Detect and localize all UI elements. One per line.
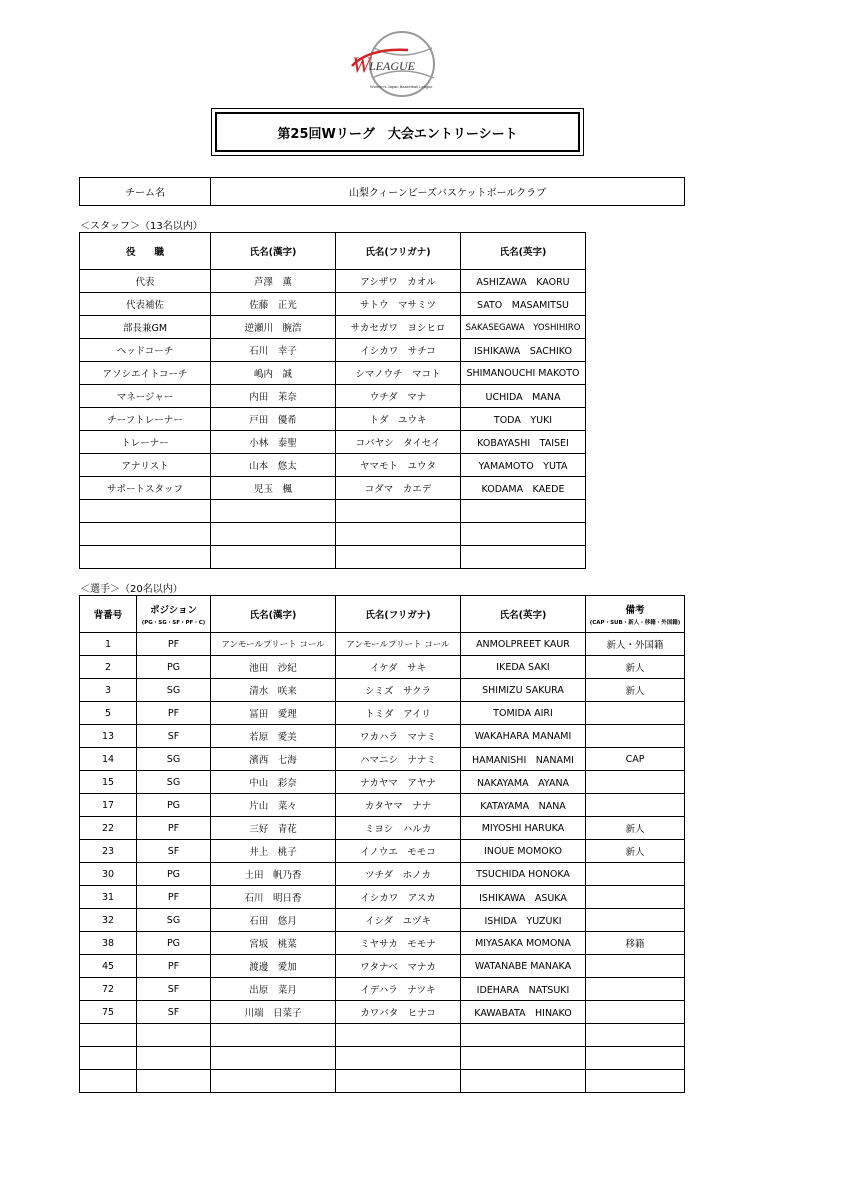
- player-number: 38: [80, 932, 137, 955]
- staff-name-kana: コバヤシ タイセイ: [336, 431, 461, 454]
- player-row: [80, 932, 685, 955]
- staff-name-kanji: 小林 泰聖: [211, 431, 336, 454]
- player-name-en: MIYASAKA MOMONA: [461, 932, 586, 955]
- player-remarks: [586, 909, 685, 932]
- player-remarks: 新人: [586, 656, 685, 679]
- player-header-number: 背番号: [80, 596, 137, 633]
- player-position: SF: [137, 840, 211, 863]
- player-remarks: [586, 725, 685, 748]
- player-name-en: ISHIKAWA ASUKA: [461, 886, 586, 909]
- player-section-label: ＜選手＞（20名以内）: [80, 584, 183, 595]
- player-remarks: CAP: [586, 748, 685, 771]
- staff-name-kanji: [211, 500, 336, 523]
- player-name-kanji: 濱西 七海: [211, 748, 336, 771]
- player-name-kana: アンモールプリート コール: [336, 633, 461, 656]
- player-number: 22: [80, 817, 137, 840]
- player-header-position-label: ポジション: [149, 605, 198, 616]
- staff-name-kana: アシザワ カオル: [336, 270, 461, 293]
- player-name-kanji: 石田 悠月: [211, 909, 336, 932]
- player-name-kana: イノウエ モモコ: [336, 840, 461, 863]
- player-name-kanji: 土田 帆乃香: [211, 863, 336, 886]
- player-position: SG: [137, 771, 211, 794]
- staff-name-kana: [336, 523, 461, 546]
- staff-name-kana: ヤマモト ユウタ: [336, 454, 461, 477]
- player-number: 75: [80, 1001, 137, 1024]
- player-remarks: [586, 794, 685, 817]
- player-name-kana: シミズ サクラ: [336, 679, 461, 702]
- staff-role: マネージャー: [80, 385, 211, 408]
- staff-name-kanji: 佐藤 正光: [211, 293, 336, 316]
- player-name-en: ISHIDA YUZUKI: [461, 909, 586, 932]
- player-row: [80, 840, 685, 863]
- player-number: 5: [80, 702, 137, 725]
- player-name-en: IDEHARA NATSUKI: [461, 978, 586, 1001]
- player-name-kana: ミヨシ ハルカ: [336, 817, 461, 840]
- player-name-kanji: [211, 1070, 336, 1093]
- player-row: [80, 633, 685, 656]
- staff-role: チーフトレーナー: [80, 408, 211, 431]
- player-name-en: [461, 1047, 586, 1070]
- player-name-kana: ツチダ ホノカ: [336, 863, 461, 886]
- player-row: [80, 794, 685, 817]
- staff-name-kanji: 嶋内 誠: [211, 362, 336, 385]
- staff-row: [80, 431, 586, 454]
- player-name-kanji: アンモールプリート コール: [211, 633, 336, 656]
- player-name-en: TOMIDA AIRI: [461, 702, 586, 725]
- player-position: [137, 1070, 211, 1093]
- staff-header-name-kana: 氏名(フリガナ): [336, 233, 461, 270]
- staff-role: 代表: [80, 270, 211, 293]
- player-name-kanji: [211, 1024, 336, 1047]
- staff-header-name-en: 氏名(英字): [461, 233, 586, 270]
- player-number: 15: [80, 771, 137, 794]
- player-remarks: [586, 1047, 685, 1070]
- player-name-kanji: 中山 彩奈: [211, 771, 336, 794]
- staff-role: [80, 500, 211, 523]
- player-name-en: TSUCHIDA HONOKA: [461, 863, 586, 886]
- player-number: 2: [80, 656, 137, 679]
- staff-name-kana: [336, 546, 461, 569]
- player-name-kana: イシダ ユヅキ: [336, 909, 461, 932]
- player-number: [80, 1070, 137, 1093]
- player-name-en: NAKAYAMA AYANA: [461, 771, 586, 794]
- player-position: SF: [137, 1001, 211, 1024]
- player-position: PF: [137, 817, 211, 840]
- page-title: 第25回Wリーグ 大会エントリーシート: [215, 112, 580, 152]
- player-name-en: WAKAHARA MANAMI: [461, 725, 586, 748]
- team-label: チーム名: [80, 178, 211, 206]
- player-name-kanji: 片山 菜々: [211, 794, 336, 817]
- player-row: [80, 978, 685, 1001]
- staff-name-kanji: 児玉 楓: [211, 477, 336, 500]
- player-name-kanji: 清水 咲来: [211, 679, 336, 702]
- wleague-logo-graphic: [348, 28, 440, 100]
- staff-name-kanji: 内田 茉奈: [211, 385, 336, 408]
- staff-name-en: ISHIKAWA SACHIKO: [461, 339, 586, 362]
- player-number: 14: [80, 748, 137, 771]
- staff-header-name-kanji: 氏名(漢字): [211, 233, 336, 270]
- staff-role: ヘッドコーチ: [80, 339, 211, 362]
- player-remarks: 新人: [586, 679, 685, 702]
- title-box: [211, 108, 584, 156]
- staff-name-kana: イシカワ サチコ: [336, 339, 461, 362]
- player-name-en: IKEDA SAKI: [461, 656, 586, 679]
- logo-initial: W: [352, 52, 371, 77]
- player-name-en: [461, 1024, 586, 1047]
- player-name-en: SHIMIZU SAKURA: [461, 679, 586, 702]
- player-position: SG: [137, 679, 211, 702]
- player-row: [80, 679, 685, 702]
- staff-row: [80, 523, 586, 546]
- staff-name-kana: トダ ユウキ: [336, 408, 461, 431]
- player-name-kanji: 宮坂 桃菜: [211, 932, 336, 955]
- player-header-name-kanji: 氏名(漢字): [211, 596, 336, 633]
- player-name-kanji: 渡邊 愛加: [211, 955, 336, 978]
- staff-name-kanji: [211, 523, 336, 546]
- player-remarks: 新人・外国籍: [586, 633, 685, 656]
- staff-role: サポートスタッフ: [80, 477, 211, 500]
- player-header-position: [137, 596, 211, 633]
- team-name: 山梨クィーンビーズバスケットボールクラブ: [211, 178, 685, 206]
- player-position: [137, 1024, 211, 1047]
- player-header-name-en: 氏名(英字): [461, 596, 586, 633]
- staff-role: アソシエイトコーチ: [80, 362, 211, 385]
- player-row: [80, 863, 685, 886]
- team-table: [79, 177, 685, 206]
- staff-name-kanji: [211, 546, 336, 569]
- staff-role: [80, 523, 211, 546]
- player-number: [80, 1024, 137, 1047]
- logo-sub-text: Women's Japan Basketball League: [370, 84, 433, 89]
- staff-row: [80, 270, 586, 293]
- staff-name-en: SAKASEGAWA YOSHIHIRO: [461, 316, 586, 339]
- player-row: [80, 1047, 685, 1070]
- player-header-remarks-sub: (CAP・SUB・新人・移籍・外国籍): [589, 620, 681, 626]
- staff-name-en: ASHIZAWA KAORU: [461, 270, 586, 293]
- player-name-en: INOUE MOMOKO: [461, 840, 586, 863]
- player-position: PG: [137, 656, 211, 679]
- player-number: 45: [80, 955, 137, 978]
- staff-row: [80, 339, 586, 362]
- player-name-kana: イケダ サキ: [336, 656, 461, 679]
- player-position: SG: [137, 748, 211, 771]
- player-position: PF: [137, 955, 211, 978]
- player-number: 17: [80, 794, 137, 817]
- player-row: [80, 1070, 685, 1093]
- player-name-kana: トミダ アイリ: [336, 702, 461, 725]
- player-row: [80, 909, 685, 932]
- staff-name-en: [461, 523, 586, 546]
- player-remarks: 新人: [586, 840, 685, 863]
- staff-role: アナリスト: [80, 454, 211, 477]
- player-name-kanji: 冨田 愛理: [211, 702, 336, 725]
- staff-name-kana: サトウ マサミツ: [336, 293, 461, 316]
- staff-header-role: 役 職: [80, 233, 211, 270]
- player-name-en: MIYOSHI HARUKA: [461, 817, 586, 840]
- player-position: PF: [137, 886, 211, 909]
- player-row: [80, 817, 685, 840]
- staff-row: [80, 546, 586, 569]
- staff-name-en: KOBAYASHI TAISEI: [461, 431, 586, 454]
- player-name-kana: ナカヤマ アヤナ: [336, 771, 461, 794]
- logo-league-text: LEAGUE: [369, 59, 415, 73]
- player-number: 13: [80, 725, 137, 748]
- staff-section-label: ＜スタッフ＞（13名以内）: [80, 221, 203, 232]
- player-name-kanji: 川端 日菜子: [211, 1001, 336, 1024]
- player-name-kana: イシカワ アスカ: [336, 886, 461, 909]
- staff-row: [80, 454, 586, 477]
- player-remarks: [586, 955, 685, 978]
- player-row: [80, 725, 685, 748]
- player-row: [80, 771, 685, 794]
- player-remarks: [586, 1024, 685, 1047]
- player-position: PF: [137, 702, 211, 725]
- player-remarks: [586, 863, 685, 886]
- player-position: PG: [137, 863, 211, 886]
- staff-name-kanji: 石川 幸子: [211, 339, 336, 362]
- player-name-kana: カワバタ ヒナコ: [336, 1001, 461, 1024]
- player-header-remarks-label: 備考: [625, 605, 645, 616]
- player-name-kana: [336, 1047, 461, 1070]
- player-header-position-sub: (PG・SG・SF・PF・C): [141, 620, 206, 626]
- player-row: [80, 1001, 685, 1024]
- player-name-kanji: [211, 1047, 336, 1070]
- staff-name-kanji: 山本 悠太: [211, 454, 336, 477]
- staff-name-en: SHIMANOUCHI MAKOTO: [461, 362, 586, 385]
- staff-table: [79, 232, 586, 569]
- player-name-kana: ワタナベ マナカ: [336, 955, 461, 978]
- player-row: [80, 656, 685, 679]
- staff-name-kana: サカセガワ ヨシヒロ: [336, 316, 461, 339]
- player-number: [80, 1047, 137, 1070]
- staff-name-en: YAMAMOTO YUTA: [461, 454, 586, 477]
- staff-name-en: UCHIDA MANA: [461, 385, 586, 408]
- player-name-kana: カタヤマ ナナ: [336, 794, 461, 817]
- player-table: [79, 595, 685, 1093]
- staff-row: [80, 408, 586, 431]
- player-name-en: WATANABE MANAKA: [461, 955, 586, 978]
- player-number: 72: [80, 978, 137, 1001]
- staff-role: [80, 546, 211, 569]
- player-name-kana: ハマニシ ナナミ: [336, 748, 461, 771]
- player-name-kanji: 若原 愛美: [211, 725, 336, 748]
- player-position: PF: [137, 633, 211, 656]
- player-name-kana: [336, 1024, 461, 1047]
- staff-row: [80, 385, 586, 408]
- player-remarks: [586, 702, 685, 725]
- player-header-remarks: [586, 596, 685, 633]
- player-name-en: HAMANISHI NANAMI: [461, 748, 586, 771]
- player-position: PG: [137, 932, 211, 955]
- staff-name-en: TODA YUKI: [461, 408, 586, 431]
- player-remarks: [586, 1070, 685, 1093]
- player-number: 30: [80, 863, 137, 886]
- player-name-kana: イデハラ ナツキ: [336, 978, 461, 1001]
- player-remarks: [586, 978, 685, 1001]
- player-remarks: [586, 886, 685, 909]
- player-name-kanji: 井上 桃子: [211, 840, 336, 863]
- player-name-kana: ワカハラ マナミ: [336, 725, 461, 748]
- player-name-kanji: 三好 青花: [211, 817, 336, 840]
- staff-row: [80, 293, 586, 316]
- staff-row: [80, 316, 586, 339]
- player-remarks: [586, 771, 685, 794]
- player-number: 23: [80, 840, 137, 863]
- player-row: [80, 1024, 685, 1047]
- player-number: 32: [80, 909, 137, 932]
- staff-row: [80, 477, 586, 500]
- player-name-en: KAWABATA HINAKO: [461, 1001, 586, 1024]
- player-name-kanji: 出原 菜月: [211, 978, 336, 1001]
- player-row: [80, 748, 685, 771]
- player-remarks: [586, 1001, 685, 1024]
- player-position: SF: [137, 725, 211, 748]
- player-name-kanji: 池田 沙紀: [211, 656, 336, 679]
- staff-name-kanji: 逆瀬川 腕浩: [211, 316, 336, 339]
- player-name-kana: [336, 1070, 461, 1093]
- player-remarks: 新人: [586, 817, 685, 840]
- player-row: [80, 955, 685, 978]
- player-name-kana: ミヤサカ モモナ: [336, 932, 461, 955]
- player-row: [80, 702, 685, 725]
- player-name-en: [461, 1070, 586, 1093]
- staff-role: 部長兼GM: [80, 316, 211, 339]
- player-header-row: [80, 596, 685, 633]
- player-number: 3: [80, 679, 137, 702]
- team-row: [80, 178, 685, 206]
- staff-role: 代表補佐: [80, 293, 211, 316]
- staff-name-kana: シマノウチ マコト: [336, 362, 461, 385]
- staff-name-kana: [336, 500, 461, 523]
- player-name-en: KATAYAMA NANA: [461, 794, 586, 817]
- staff-name-kana: ウチダ マナ: [336, 385, 461, 408]
- wleague-logo: [348, 28, 440, 100]
- player-name-kanji: 石川 明日香: [211, 886, 336, 909]
- staff-name-kanji: 戸田 優希: [211, 408, 336, 431]
- player-position: SG: [137, 909, 211, 932]
- player-name-en: ANMOLPREET KAUR: [461, 633, 586, 656]
- staff-name-kanji: 芦澤 薫: [211, 270, 336, 293]
- staff-name-en: [461, 500, 586, 523]
- player-position: SF: [137, 978, 211, 1001]
- staff-row: [80, 362, 586, 385]
- staff-name-en: KODAMA KAEDE: [461, 477, 586, 500]
- staff-name-en: [461, 546, 586, 569]
- player-row: [80, 886, 685, 909]
- player-header-name-kana: 氏名(フリガナ): [336, 596, 461, 633]
- staff-name-kana: コダマ カエデ: [336, 477, 461, 500]
- staff-role: トレーナー: [80, 431, 211, 454]
- player-position: PG: [137, 794, 211, 817]
- player-remarks: 移籍: [586, 932, 685, 955]
- staff-row: [80, 500, 586, 523]
- staff-name-en: SATO MASAMITSU: [461, 293, 586, 316]
- player-number: 1: [80, 633, 137, 656]
- player-number: 31: [80, 886, 137, 909]
- staff-header-row: [80, 233, 586, 270]
- player-position: [137, 1047, 211, 1070]
